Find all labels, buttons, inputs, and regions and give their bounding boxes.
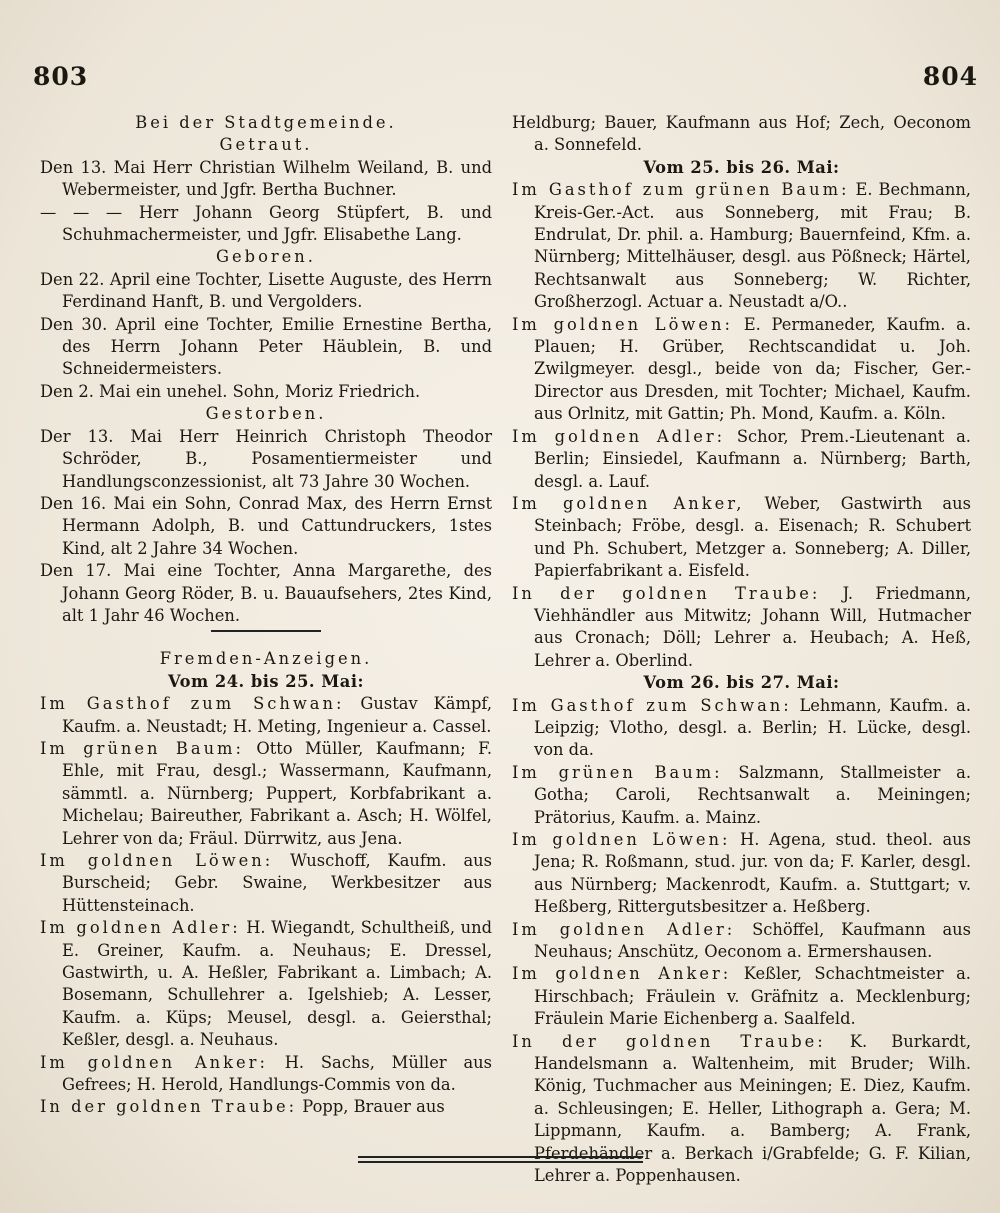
- fremden-heading: Fremden-Anzeigen.: [159, 649, 373, 669]
- guest-list: H. Sachs, Müller aus Gefrees; H. Herold, Handlungs-Commis von da.: [62, 1052, 493, 1095]
- guest-entry: [40, 1096, 492, 1118]
- guest-list: E. Bechmann, Kreis-Ger.-Act. aus Sonneberg, mit Frau; B. Endrulat, Dr. phil. a. Hamburg; Bauernfeind, Kfm. a. Nürnberg; Mittelhäuser, desgl. aus Pößneck; Härtel, Rechtsanwalt aus Sonneberg; W. Richter, Großherzogl. Actuar a. Neustadt a/O..: [534, 180, 971, 312]
- hotel-name: Im goldnen Löwen:: [512, 314, 733, 334]
- gestorben-entry: Den 17. Mai eine Tochter, Anna Margarethe, des Johann Georg Röder, B. u. Bauaufsehers, 2tes Kind, alt 1 Jahr 46 Wochen.: [40, 561, 492, 625]
- section-divider: [211, 630, 321, 632]
- guest-list: Gustav Kämpf, Kaufm. a. Neustadt; H. Meting, Ingenieur a. Cassel.: [62, 694, 492, 736]
- guest-list: J. Friedmann, Viehhändler aus Mitwitz; Johann Will, Hutmacher aus Cronach; Döll; Lehrer a. Heubach; A. Heß, Lehrer a. Oberlind.: [534, 583, 971, 670]
- guest-entry: [40, 738, 492, 850]
- continuation-text: Heldburg; Bauer, Kaufmann aus Hof; Zech, Oeconom a. Sonnefeld.: [512, 113, 971, 155]
- hotel-name: Im goldnen Anker:: [40, 1052, 268, 1072]
- hotel-name: Im goldnen Anker,: [512, 493, 745, 513]
- left-column: [40, 112, 492, 1119]
- guest-entry: [512, 762, 971, 829]
- guest-list: Lehmann, Kaufm. a. Leipzig; Vlotho, desgl. a. Berlin; H. Lücke, desgl. von da.: [534, 695, 971, 760]
- guest-list: Otto Müller, Kaufmann; F. Ehle, mit Frau, desgl.; Wassermann, Kaufmann, sämmtl. a. Nürnberg; Puppert, Korbfabrikant a. Michelau; Baireuther, Fabrikant a. Asch; H. Wölfel, Lehrer von da; Fräul. Dürrwitz, aus Jena.: [62, 738, 493, 848]
- guest-entry: [512, 695, 971, 762]
- hotel-name: Im goldnen Anker:: [512, 964, 732, 984]
- hotel-name: In der goldnen Traube:: [512, 1031, 826, 1051]
- gestorben-entry: Den 16. Mai ein Sohn, Conrad Max, des Herrn Ernst Hermann Adolph, B. und Cattundruckers, 1stes Kind, alt 2 Jahre 34 Wochen.: [40, 493, 492, 558]
- guest-list: Wuschoff, Kaufm. aus Burscheid; Gebr. Swaine, Werkbesitzer aus Hüttensteinach.: [62, 851, 492, 915]
- guest-entry: [512, 493, 971, 583]
- getraut-entry: — — — Herr Johann Georg Stüpfert, B. und Schuhmachermeister, und Jgfr. Elisabethe Lang.: [40, 202, 492, 245]
- guest-list: Popp, Brauer aus: [297, 1097, 445, 1117]
- guest-entry: [40, 1052, 492, 1097]
- page-number-right: 804: [922, 62, 978, 91]
- rule-line: [358, 1161, 643, 1163]
- guest-entry: [40, 850, 492, 917]
- guest-entry: [512, 314, 971, 426]
- hotel-name: Im Gasthof zum grünen Baum:: [512, 180, 850, 200]
- guest-entry: [512, 179, 971, 313]
- guest-entry: [512, 426, 971, 493]
- gestorben-heading: Gestorben.: [205, 404, 327, 424]
- hotel-name: Im goldnen Adler:: [512, 919, 736, 939]
- guest-list: H. Agena, stud. theol. aus Jena; R. Roßmann, stud. jur. von da; F. Karler, desgl. aus Nürnberg; Mackenrodt, Kaufm. a. Stuttgart; v. Heßberg, Rittergutsbesitzer a. Heßberg.: [534, 830, 972, 917]
- hotel-name: Im grünen Baum:: [512, 762, 723, 782]
- hotel-name: Im grünen Baum:: [40, 738, 244, 758]
- page-number-left: 803: [33, 62, 89, 91]
- guest-entry: [512, 919, 971, 964]
- hotel-name: Im Gasthof zum Schwan:: [40, 694, 345, 714]
- hotel-name: Im goldnen Adler:: [512, 426, 726, 446]
- bottom-double-rule: [358, 1156, 643, 1163]
- geboren-entry: Den 2. Mai ein unehel. Sohn, Moriz Friedrich.: [40, 381, 421, 401]
- guest-entry: [512, 829, 971, 919]
- geboren-heading: Geboren.: [216, 247, 316, 267]
- gestorben-entry: Der 13. Mai Herr Heinrich Christoph Theodor Schröder, B., Posamentiermeister und Handlungsconzessionist, alt 73 Jahre 30 Wochen.: [40, 426, 492, 491]
- guest-list: K. Burkardt, Handelsmann a. Waltenheim, mit Bruder; Wilh. König, Tuchmacher aus Meiningen; E. Diez, Kaufm. a. Schleusingen; E. Heller, Lithograph a. Gera; M. Lippmann, Kaufm. a. Bamberg; A. Frank, Pferdehändler a. Berkach i/Grabfelde; G. F. Kilian, Lehrer a. Poppenhausen.: [534, 1031, 971, 1186]
- rule-line: [358, 1156, 643, 1158]
- geboren-entry: Den 22. April eine Tochter, Lisette Auguste, des Herrn Ferdinand Hanft, B. und Vergolders.: [40, 269, 492, 312]
- hotel-name: Im goldnen Löwen:: [40, 851, 274, 870]
- guest-list: H. Wiegandt, Schultheiß, und E. Greiner, Kaufm. a. Neuhaus; E. Dressel, Gastwirth, u. A. Heßler, Fabrikant a. Limbach; A. Bosemann, Schullehrer a. Igelshieb; A. Lesser, Kaufm. a. Küps; Meusel, desgl. a. Geiersthal; Keßler, desgl. a. Neuhaus.: [62, 918, 492, 1050]
- date-heading: Vom 25. bis 26. Mai:: [643, 157, 840, 177]
- guest-entry: [512, 583, 971, 673]
- date-heading: Vom 26. bis 27. Mai:: [643, 673, 840, 693]
- guest-list: Salzmann, Stallmeister a. Gotha; Caroli, Rechtsanwalt a. Meiningen; Prätorius, Kaufm. a. Mainz.: [534, 762, 971, 827]
- guest-entry: [512, 1031, 971, 1188]
- guest-list: Schöffel, Kaufmann aus Neuhaus; Anschütz, Oeconom a. Ermershausen.: [534, 919, 971, 962]
- guest-list: E. Permaneder, Kaufm. a. Plauen; H. Grüber, Rechtscandidat u. Joh. Zwilgmeyer. desgl., beide von da; Fischer, Ger.-Director aus Dresden, mit Tochter; Michael, Kaufm. aus Orlnitz, mit Gattin; Ph. Mond, Kaufm. a. Köln.: [534, 314, 971, 424]
- date-heading: Vom 24. bis 25. Mai:: [167, 671, 365, 691]
- hotel-name: In der goldnen Traube:: [40, 1097, 298, 1117]
- guest-list: Weber, Gastwirth aus Steinbach; Fröbe, desgl. a. Eisenach; R. Schubert und Ph. Schubert, Metzger a. Sonneberg; A. Diller, Papierfabrikant a. Eisfeld.: [534, 493, 971, 581]
- guest-entry: [40, 917, 492, 1051]
- hotel-name: Im Gasthof zum Schwan:: [512, 695, 792, 715]
- geboren-entry: Den 30. April eine Tochter, Emilie Ernestine Bertha, des Herrn Johann Peter Häublein, B. und Schneidermeisters.: [40, 314, 492, 379]
- hotel-name: Im goldnen Löwen:: [512, 830, 731, 849]
- getraut-entry: Den 13. Mai Herr Christian Wilhelm Weiland, B. und Webermeister, und Jgfr. Bertha Buchner.: [40, 157, 492, 200]
- guest-list: Schor, Prem.-Lieutenant a. Berlin; Einsiedel, Kaufmann a. Nürnberg; Barth, desgl. a. Lauf.: [534, 426, 971, 491]
- guest-entry: [40, 693, 492, 738]
- hotel-name: In der goldnen Traube:: [512, 583, 821, 603]
- right-column: [512, 112, 971, 1188]
- guest-entry: [512, 963, 971, 1030]
- getraut-heading: Getraut.: [219, 135, 313, 155]
- guest-list: Keßler, Schachtmeister a. Hirschbach; Fräulein v. Gräfnitz a. Mecklenburg; Fräulein Marie Eichenberg a. Saalfeld.: [534, 964, 971, 1029]
- section-title: Bei der Stadtgemeinde.: [135, 113, 397, 132]
- hotel-name: Im goldnen Adler:: [40, 918, 241, 938]
